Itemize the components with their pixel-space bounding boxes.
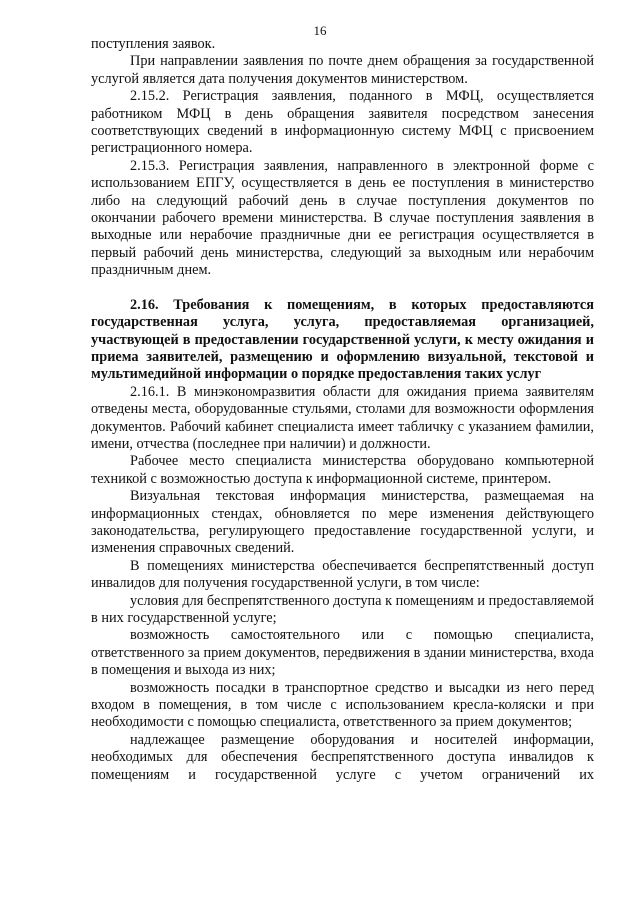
document-body (91, 36, 594, 784)
paragraph-2-16-1: 2.16.1. В минэкономразвития области для ожидания приема заявителям отведены места, оборудованные стульями, столами для возможности оформления документов. Рабочий кабинет специалиста имеет табличку с указанием фамилии, имени, отчества (последнее при наличии) и должности. (91, 383, 594, 452)
paragraph-visual-info: Визуальная текстовая информация министерства, размещаемая на информационных стендах, обновляется по мере изменения действующего законодательства, регулирующего предоставление государственной услуги, и изменения справочных сведений. (91, 488, 594, 557)
section-heading-2-16: 2.16. Требования к помещениям, в которых предоставляются государственная услуга, услуга, предоставляемая организацией, участвующей в предоставлении государственной услуги, к месту ожидания и приема заявителей, размещению и оформлению визуальной, текстовой и мультимедийной информации о порядке предоставления таких услуг (91, 296, 594, 383)
paragraph-disabled-access: В помещениях министерства обеспечивается беспрепятственный доступ инвалидов для получения государственной услуги, в том числе: (91, 557, 594, 592)
list-item-access-conditions: условия для беспрепятственного доступа к помещениям и предоставляемой в них государственной услуге; (91, 592, 594, 626)
paragraph-2-15-2: 2.15.2. Регистрация заявления, поданного в МФЦ, осуществляется работником МФЦ в день обращения заявителя посредством занесения соответствующих сведений в информационную систему МФЦ с присвоением регистрационного номера. (91, 88, 594, 157)
page-number: 16 (313, 23, 327, 38)
paragraph-2-15-3: 2.15.3. Регистрация заявления, направленного в электронной форме с использованием ЕПГУ, осуществляется в день ее поступления в министерство либо на следующий рабочий день в случае поступления документов по окончании рабочего времени министерства. В случае поступления заявления в выходные или нерабочие праздничные дни ее регистрация осуществляется в первый рабочий день министерства, следующий за выходным или нерабочим праздничным днем. (91, 157, 594, 279)
paragraph-postal-submission: При направлении заявления по почте днем обращения за государственной услугой является дата получения документов министерством. (91, 53, 594, 87)
list-item-movement: возможность самостоятельного или с помощью специалиста, ответственного за прием документов, передвижения в здании министерства, входа в помещения и выхода из них; (91, 627, 594, 679)
paragraph-continuation: поступления заявок. (91, 36, 216, 52)
list-item-transport: возможность посадки в транспортное средство и высадки из него перед входом в помещения, в том числе с использованием кресла-коляски и при необходимости с помощью специалиста, ответственного за прием документов; (91, 679, 594, 731)
list-item-equipment: надлежащее размещение оборудования и носителей информации, необходимых для обеспечения беспрепятственного доступа инвалидов к помещениям и государственной услуге с учетом ограничений их (91, 731, 594, 783)
paragraph-workplace: Рабочее место специалиста министерства оборудовано компьютерной техникой с возможностью доступа к информационной системе, принтером. (91, 453, 594, 487)
